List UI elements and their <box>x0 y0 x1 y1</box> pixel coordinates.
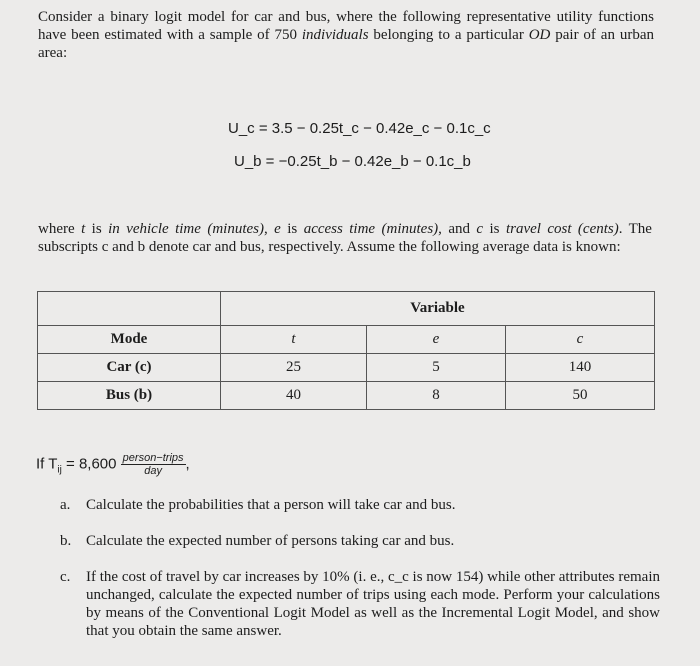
car-t: 25 <box>221 354 367 382</box>
intro-text-2: belonging to a particular <box>368 27 529 43</box>
tij-lhs: If T <box>36 455 58 473</box>
total-trips-statement <box>36 452 190 477</box>
where-text-6: is <box>483 221 506 237</box>
variable-header: Variable <box>221 292 655 326</box>
fraction-numerator: person−trips <box>122 452 184 464</box>
table-subheader-row <box>38 326 655 354</box>
intro-italic-od: OD <box>528 27 551 43</box>
question-letter-b: b. <box>60 533 72 549</box>
tij-subscript: ij <box>57 464 62 476</box>
where-text-3: , <box>263 221 275 237</box>
trips-fraction <box>121 452 186 477</box>
where-paragraph <box>38 220 652 256</box>
utility-equation-bus: U_b = −0.25t_b − 0.42e_b − 0.1c_b <box>234 153 471 170</box>
where-text-4: is <box>280 221 304 237</box>
where-e-desc: access time (minutes) <box>303 221 439 237</box>
mode-bus: Bus (b) <box>38 382 221 410</box>
where-text-5: , and <box>438 221 477 237</box>
where-text-7: . The subscripts c and b denote car and bus, respectively. Assume the following average data is known: <box>38 221 652 255</box>
where-var-c: c <box>476 221 484 237</box>
table-row <box>38 382 655 410</box>
intro-text-1: Consider a binary logit model for car and bus, where the following representative utility functions have been estimated with a sample of 750 <box>38 9 654 43</box>
data-table <box>37 291 655 410</box>
question-letter-c: c. <box>60 569 71 585</box>
where-var-t: t <box>81 221 86 237</box>
mode-car: Car (c) <box>38 354 221 382</box>
table-corner-cell <box>38 292 221 326</box>
column-header-c: c <box>506 326 655 354</box>
car-e: 5 <box>367 354 506 382</box>
bus-c: 50 <box>506 382 655 410</box>
car-c: 140 <box>506 354 655 382</box>
intro-text-3: pair of an urban area: <box>38 27 654 61</box>
where-t-desc: in vehicle time (minutes) <box>108 221 264 237</box>
where-c-desc: travel cost (cents) <box>505 221 619 237</box>
bus-e: 8 <box>367 382 506 410</box>
column-header-e: e <box>367 326 506 354</box>
question-letter-a: a. <box>60 497 71 513</box>
where-text-2: is <box>85 221 109 237</box>
where-var-e: e <box>274 221 281 237</box>
utility-equation-car: U_c = 3.5 − 0.25t_c − 0.42e_c − 0.1c_c <box>228 120 491 137</box>
table-header-row <box>38 292 655 326</box>
question-text-c: If the cost of travel by car increases by 10% (i. e., c_c is now 154) while other attributes remain unchanged, calculate the expected number of trips using each mode. Perform your calculations by means of the Conventional Logit Model as well as the Incremental Logit Model, and show that you obtain the same answer. <box>86 569 660 639</box>
question-text-a: Calculate the probabilities that a person will take car and bus. <box>86 497 456 513</box>
table-row <box>38 354 655 382</box>
tij-value: = 8,600 <box>61 455 121 473</box>
tij-tail: , <box>185 455 190 473</box>
intro-paragraph <box>38 8 654 62</box>
mode-header: Mode <box>38 326 221 354</box>
where-text-1: where <box>38 221 82 237</box>
column-header-t: t <box>221 326 367 354</box>
bus-t: 40 <box>221 382 367 410</box>
intro-italic-individuals: individuals <box>301 27 369 43</box>
fraction-denominator: day <box>144 465 162 477</box>
question-text-b: Calculate the expected number of persons taking car and bus. <box>86 533 455 549</box>
